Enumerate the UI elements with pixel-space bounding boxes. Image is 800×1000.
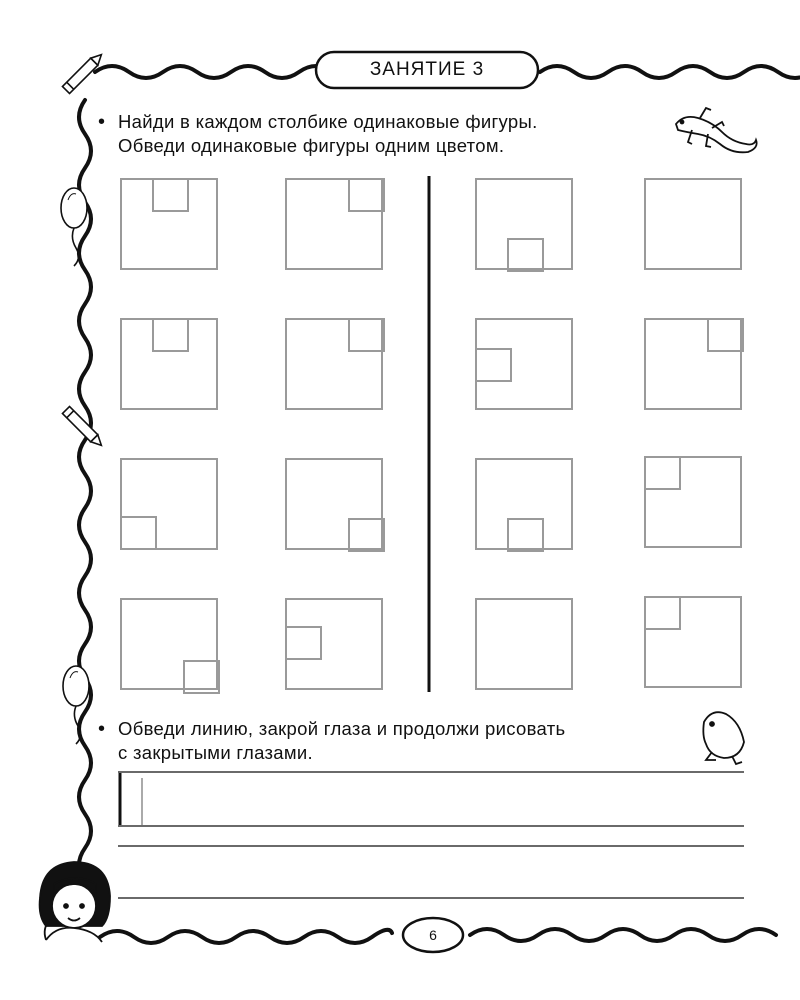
- figure-inner-square: [475, 348, 512, 382]
- task2-line2: с закрытыми глазами.: [118, 742, 313, 763]
- balloon-icon: [61, 188, 87, 266]
- figure-inner-square: [285, 626, 322, 660]
- figure-square: [644, 596, 742, 688]
- task2-line1: Обведи линию, закрой глаза и продолжи рисовать: [118, 718, 566, 739]
- figure-square: [120, 318, 218, 410]
- figure-inner-square: [644, 456, 681, 490]
- girl-illustration: [40, 862, 110, 942]
- figure-square: [285, 318, 383, 410]
- figure-inner-square: [183, 660, 220, 694]
- figure-square: [644, 178, 742, 270]
- figure-square: [120, 458, 218, 550]
- task1-instruction: [98, 110, 538, 158]
- figure-inner-square: [152, 178, 189, 212]
- frog-icon: [703, 712, 744, 764]
- figure-square: [285, 178, 383, 270]
- figure-square: [475, 598, 573, 690]
- figure-inner-square: [348, 318, 385, 352]
- figure-inner-square: [348, 518, 385, 552]
- task1-line2: Обведи одинаковые фигуры одним цветом.: [118, 135, 505, 156]
- figure-square: [285, 598, 383, 690]
- figure-inner-square: [507, 238, 544, 272]
- lesson-title: ЗАНЯТИЕ 3: [369, 59, 485, 80]
- figure-square: [120, 178, 218, 270]
- figure-inner-square: [348, 178, 385, 212]
- figure-square: [475, 178, 573, 270]
- figure-square: [475, 458, 573, 550]
- figure-square: [644, 456, 742, 548]
- figure-square: [475, 318, 573, 410]
- page-number: 6: [429, 927, 437, 943]
- figure-inner-square: [152, 318, 189, 352]
- pencil-icon: [62, 51, 104, 93]
- bullet-icon: •: [98, 718, 106, 740]
- bullet-icon: •: [98, 111, 106, 133]
- figure-inner-square: [707, 318, 744, 352]
- figure-square: [285, 458, 383, 550]
- writing-lines: [118, 772, 744, 898]
- balloon-icon: [63, 666, 89, 744]
- lizard-icon: [676, 108, 757, 152]
- task2-instruction: [98, 717, 566, 765]
- figure-inner-square: [644, 596, 681, 630]
- figure-inner-square: [507, 518, 544, 552]
- task1-line1: Найди в каждом столбике одинаковые фигуры.: [118, 111, 538, 132]
- figure-square: [120, 598, 218, 690]
- figure-inner-square: [120, 516, 157, 550]
- figure-square: [644, 318, 742, 410]
